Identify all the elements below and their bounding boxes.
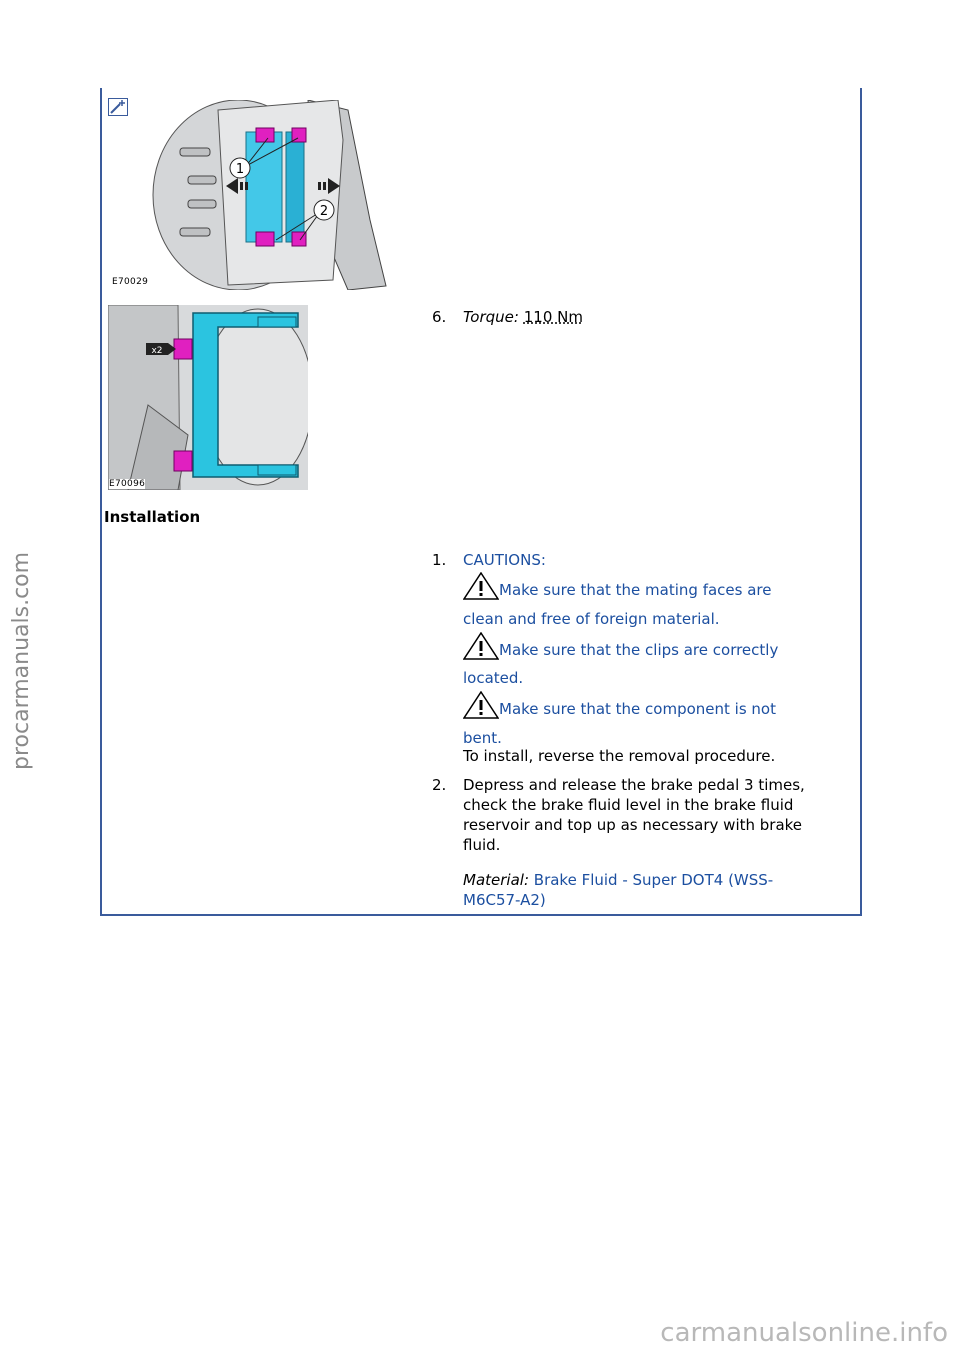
bottom-watermark: carmanualsonline.info (660, 1318, 948, 1348)
step-body (463, 307, 823, 327)
step-line: fluid. (463, 836, 501, 854)
warning-icon (463, 691, 499, 719)
figure-label: E70096 (109, 479, 146, 489)
material-spec (463, 870, 843, 890)
cautions-label: CAUTIONS: (463, 551, 546, 569)
section-heading: Installation (104, 508, 201, 526)
step-line: reservoir and top up as necessary with brake (463, 816, 803, 834)
brake-pad-removal-illustration (108, 100, 388, 290)
caution-item (463, 572, 823, 600)
callout-2: 2 (319, 204, 329, 219)
caution-text-continued: clean and free of foreign material. (463, 610, 720, 628)
install-instruction: To install, reverse the removal procedure. (463, 747, 776, 765)
figure-label: E70029 (112, 277, 149, 287)
caliper-bracket-illustration (108, 305, 308, 490)
warning-icon (463, 632, 499, 660)
callout-1: 1 (235, 162, 245, 177)
step-line: check the brake fluid level in the brake fluid (463, 796, 794, 814)
torque-label: Torque: (463, 308, 519, 326)
material-label: Material: (463, 871, 529, 889)
side-watermark: procarmanuals.com (9, 551, 34, 770)
material-link-continued[interactable]: M6C57-A2) (463, 891, 546, 909)
caution-text-continued: bent. (463, 729, 502, 747)
installation-step-2 (432, 775, 832, 859)
step-number: 1. (432, 551, 447, 569)
material-link[interactable]: Brake Fluid - Super DOT4 (WSS- (533, 871, 774, 889)
step-number: 6. (432, 308, 447, 326)
step-number: 2. (432, 776, 447, 794)
warning-icon (463, 572, 499, 600)
callout-x2: x2 (151, 346, 163, 356)
caution-text-continued: located. (463, 669, 524, 687)
caution-item (463, 691, 823, 719)
step-body (463, 775, 823, 855)
installation-step-1 (432, 550, 832, 572)
step-line: Depress and release the brake pedal 3 times, (463, 776, 805, 794)
caution-text: Make sure that the component is not (499, 700, 776, 718)
removal-step-6 (432, 307, 832, 329)
caution-text: Make sure that the mating faces are (499, 581, 772, 599)
torque-value[interactable]: 110 Nm (523, 308, 583, 326)
caution-text: Make sure that the clips are correctly (499, 641, 779, 659)
caution-item (463, 632, 823, 660)
